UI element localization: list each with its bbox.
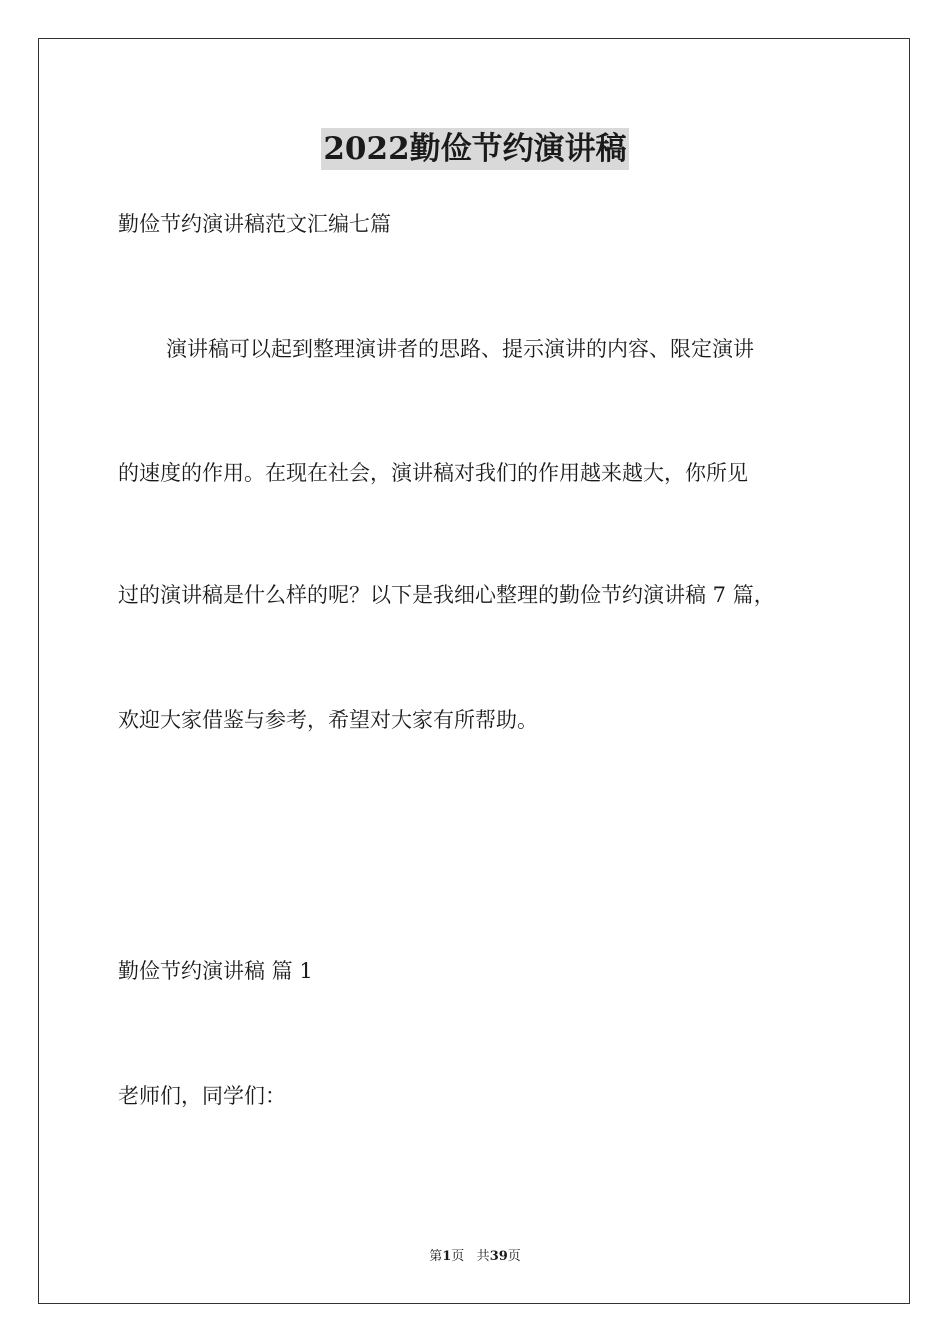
footer-total-prefix: 共 [476, 1249, 490, 1264]
document-title-row [0, 128, 950, 172]
footer-total-pages: 39 [489, 1249, 508, 1264]
footer-page-suffix: 页 [451, 1249, 465, 1264]
footer-total-suffix: 页 [507, 1249, 521, 1264]
intro-line-1: 演讲稿可以起到整理演讲者的思路、提示演讲的内容、限定演讲 [166, 337, 754, 361]
page-footer [0, 1248, 950, 1266]
footer-page-number: 1 [442, 1249, 452, 1264]
document-subtitle: 勤俭节约演讲稿范文汇编七篇 [118, 212, 391, 236]
document-title: 2022勤俭节约演讲稿 [321, 128, 628, 170]
greeting-line: 老师们，同学们： [118, 1084, 286, 1108]
intro-line-4: 欢迎大家借鉴与参考，希望对大家有所帮助。 [118, 708, 538, 732]
footer-page-prefix: 第 [429, 1249, 443, 1264]
intro-line-2: 的速度的作用。在现在社会，演讲稿对我们的作用越来越大，你所见 [118, 461, 748, 485]
section-heading: 勤俭节约演讲稿 篇 1 [118, 959, 313, 983]
intro-line-3: 过的演讲稿是什么样的呢？以下是我细心整理的勤俭节约演讲稿 7 篇， [118, 583, 775, 607]
